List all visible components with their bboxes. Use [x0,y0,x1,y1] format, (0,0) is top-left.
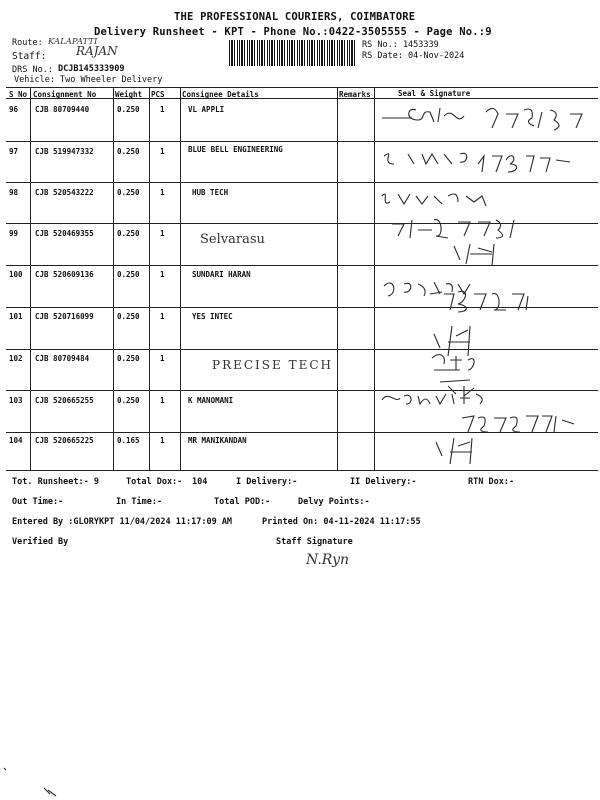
ii-delivery: II Delivery:- [350,477,417,487]
col-remarks: Remarks [339,90,371,99]
row-consignee: BLUE BELL ENGINEERING [188,145,283,154]
signature-text [392,320,394,321]
row-consignee: VL APPLI [188,105,225,114]
total-pod: Total POD:- [214,497,271,507]
verified-by: Verified By [12,537,69,547]
row-pcs: 1 [160,188,165,197]
row-weight: 0.250 [117,312,140,321]
signature-text [392,400,405,401]
col-weight: Weight [115,90,143,99]
signature-text [392,240,394,241]
signature-marks [374,98,598,470]
row-sno: 100 [9,270,23,279]
row-pcs: 1 [160,312,165,321]
total-dox-value: 104 [192,477,208,487]
rs-date: RS Date: 04-Nov-2024 [362,51,465,61]
row-consignment: CJB 520716099 [35,312,94,321]
row-sno: 98 [9,188,19,197]
row-pcs: 1 [160,270,165,279]
route-value: KALAPATTI [48,37,98,47]
scan-artifact [0,760,80,800]
row-weight: 0.250 [117,354,140,363]
col-sno: S No [9,90,28,99]
row-consignee: YES INTEC [192,312,233,321]
printed-on: Printed On: 04-11-2024 11:17:55 [262,517,421,527]
row-pcs: 1 [160,229,165,238]
row-consignment: CJB 80709440 [35,105,90,114]
in-time: In Time:- [116,497,163,507]
col-seal-signature: Seal & Signature [398,89,471,98]
rs-no: RS No.: 1453339 [362,40,439,50]
company-title: THE PROFESSIONAL COURIERS, COIMBATORE [174,11,416,23]
col-consignment: Consignment No [33,90,97,99]
row-weight: 0.250 [117,396,140,405]
row-weight: 0.250 [117,188,140,197]
signature-text [392,160,403,161]
delvy-points: Delvy Points:- [298,497,370,507]
drs-label: DRS No.: [12,65,53,75]
staff-label: Staff: [12,51,47,62]
row-sno: 99 [9,229,19,238]
row-sno: 101 [9,312,23,321]
row-consignment: CJB 520543222 [35,188,94,197]
staff-signature-label: Staff Signature [276,537,353,547]
entered-by: Entered By :GLORYKPT 11/04/2024 11:17:09 AM [12,517,233,527]
row-consignee: K MANOMANI [188,396,234,405]
row-consignee: HUB TECH [192,188,229,197]
row-consignee: SUNDARI HARAN [192,270,251,279]
row-consignment: CJB 520609136 [35,270,94,279]
i-delivery: I Delivery:- [236,477,298,487]
route-label: Route: [12,38,43,48]
total-dox-label: Total Dox:- [126,477,183,487]
row-weight: 0.250 [117,270,140,279]
rtn-dox: RTN Dox:- [468,477,515,487]
row-consignment: CJB 520665225 [35,436,94,445]
col-consignee: Consignee Details [182,90,259,99]
handwritten-consignee: PRECISE TECH [212,358,333,372]
row-weight: 0.165 [117,436,140,445]
row-pcs: 1 [160,147,165,156]
row-sno: 96 [9,105,19,114]
staff-value: RAJAN [76,44,118,58]
row-sno: 97 [9,147,19,156]
row-pcs: 1 [160,436,165,445]
row-sno: 104 [9,436,23,445]
signature-text [392,200,406,201]
drs-value: DCJB145333909 [58,64,125,74]
row-consignment: CJB 80709484 [35,354,90,363]
signature-text [392,280,403,281]
row-sno: 103 [9,396,23,405]
row-consignment: CJB 520469355 [35,229,94,238]
row-consignment: CJB 520665255 [35,396,94,405]
signature-text [392,440,394,441]
row-consignment: CJB 519947332 [35,147,94,156]
row-pcs: 1 [160,105,165,114]
barcode-icon [229,40,357,66]
out-time: Out Time:- [12,497,64,507]
row-weight: 0.250 [117,147,140,156]
row-weight: 0.250 [117,105,140,114]
row-weight: 0.250 [117,229,140,238]
handwritten-consignee: Selvarasu [200,232,265,247]
staff-signature-mark: N.Ryn [306,552,350,568]
row-pcs: 1 [160,354,165,363]
runsheet-title: Delivery Runsheet - KPT - Phone No.:0422-3505555 - Page No.:9 [94,26,492,38]
signature-text [392,360,396,361]
col-pcs: PCS [151,90,165,99]
tot-runsheet: Tot. Runsheet:- 9 [12,477,99,487]
row-sno: 102 [9,354,23,363]
signature-text [392,120,401,121]
row-consignee: MR MANIKANDAN [188,436,247,445]
row-pcs: 1 [160,396,165,405]
vehicle-line: Vehicle: Two Wheeler Delivery [14,75,163,85]
